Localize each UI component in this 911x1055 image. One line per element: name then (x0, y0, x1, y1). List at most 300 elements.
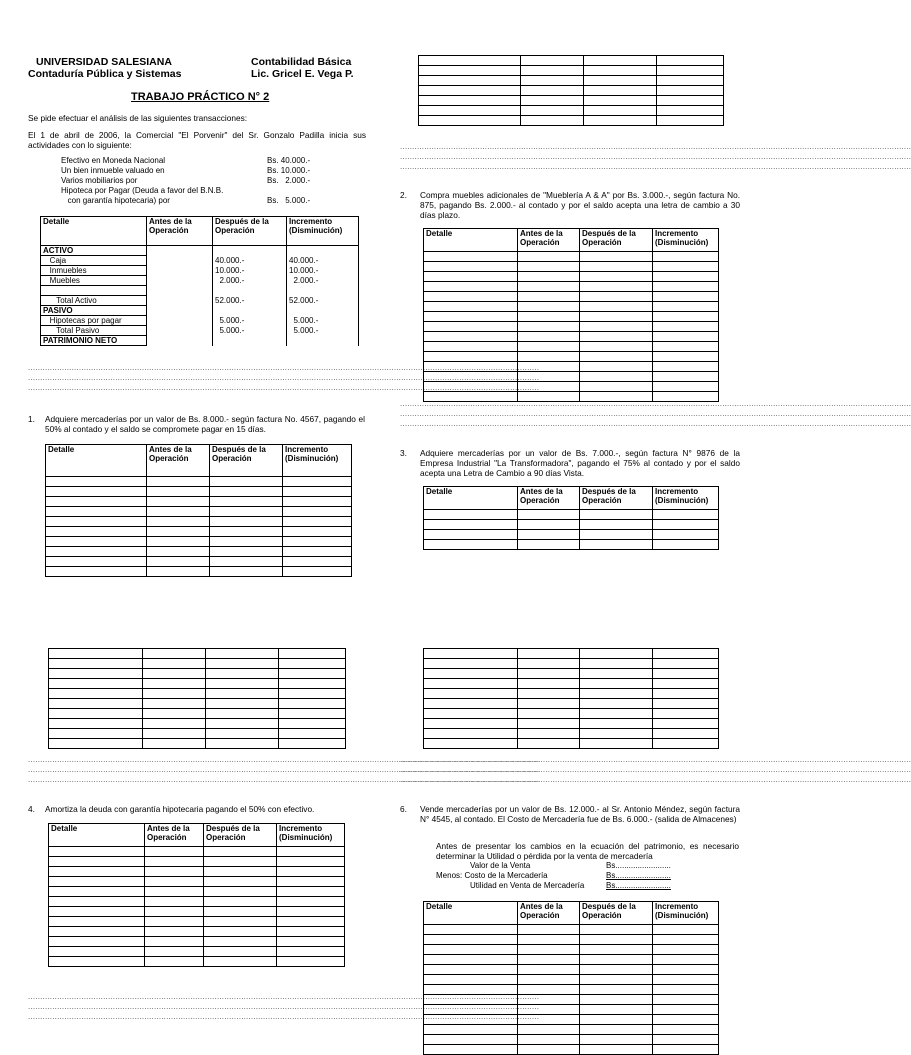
asset-value: Bs. 40.000.- (267, 156, 311, 165)
table-cell (147, 477, 210, 487)
table-cell (424, 302, 518, 312)
page-title: TRABAJO PRÁCTICO N° 2 (131, 91, 270, 103)
dotted-lines-intro (28, 363, 540, 393)
table-cell (580, 985, 653, 995)
table-cell (580, 372, 653, 382)
table-cell (147, 266, 213, 276)
table-cell (213, 306, 287, 316)
table-cell (283, 507, 352, 517)
table-cell (49, 917, 145, 927)
table-row (419, 116, 724, 126)
table-cell (424, 699, 518, 709)
table-cell (145, 897, 204, 907)
table-cell: Hipotecas por pagar (41, 316, 147, 326)
calc-row (436, 861, 736, 871)
column-header: Detalle (424, 902, 518, 925)
dotted-line: ................................................................................................................................................................................................................... (400, 409, 911, 418)
university-name: UNIVERSIDAD SALESIANA (36, 56, 172, 68)
transaction-6-note: Antes de presentar los cambios en la ecuación del patrimonio, es necesario determinar la Utilidad o pérdida por la venta de mercadería (436, 841, 739, 861)
table-row (49, 689, 346, 699)
table-cell (147, 256, 213, 266)
table-cell (580, 679, 653, 689)
table-cell (518, 252, 580, 262)
calc-value: Bs......................... (606, 881, 671, 890)
transaction-4-text: Amortiza la deuda con garantía hipotecaria pagando el 50% con efectivo. (45, 804, 315, 814)
table-cell (143, 649, 206, 659)
column-header: Detalle (49, 824, 145, 847)
table-cell (204, 917, 277, 927)
table-cell: 2.000.- (213, 276, 287, 286)
table-cell (204, 957, 277, 967)
table-cell (580, 945, 653, 955)
table-cell (147, 537, 210, 547)
table-cell (143, 719, 206, 729)
table-row (46, 547, 352, 557)
table-cell (518, 925, 580, 935)
column-header: Detalle (41, 217, 147, 246)
table-cell (206, 679, 279, 689)
table-cell (657, 56, 724, 66)
table-cell (424, 719, 518, 729)
dotted-line: ................................................................................................................................................................................................................... (400, 142, 911, 151)
table-cell (518, 272, 580, 282)
table-cell (518, 1025, 580, 1035)
table-cell (653, 975, 719, 985)
table-cell (49, 719, 143, 729)
table-row (41, 266, 359, 276)
transaction-6-number: 6. (400, 804, 407, 814)
table-row (424, 362, 719, 372)
table-cell (580, 1045, 653, 1055)
table-cell (424, 709, 518, 719)
table-row (419, 66, 724, 76)
course-name: Contabilidad Básica (251, 56, 352, 68)
table-cell (580, 689, 653, 699)
dotted-line: ................................................................................................................................................................................................................... (400, 419, 911, 428)
table-cell (147, 567, 210, 577)
table-row (49, 887, 345, 897)
table-cell (653, 945, 719, 955)
table-cell (584, 96, 657, 106)
table-row (424, 282, 719, 292)
table-cell (46, 537, 147, 547)
table-cell (49, 699, 143, 709)
table-cell (279, 719, 346, 729)
column-header: Antes de la Operación (145, 824, 204, 847)
calc-row (436, 871, 736, 881)
table-cell (653, 925, 719, 935)
table-row (41, 316, 359, 326)
table-cell (580, 925, 653, 935)
table-row (41, 246, 359, 256)
table-cell (147, 517, 210, 527)
transaction-2-table (423, 228, 719, 402)
assets-list (61, 156, 321, 206)
table-cell (518, 510, 580, 520)
table-cell (580, 342, 653, 352)
table-cell (283, 557, 352, 567)
table-header-row (46, 445, 352, 477)
table-cell (580, 352, 653, 362)
table-row (49, 669, 346, 679)
asset-label: Efectivo en Moneda Nacional (61, 156, 166, 165)
table-cell (46, 527, 147, 537)
table-header-row (424, 487, 719, 510)
table-cell (283, 567, 352, 577)
table-cell (653, 729, 719, 739)
table-cell (580, 669, 653, 679)
table-cell (49, 689, 143, 699)
table-cell: 10.000.- (213, 266, 287, 276)
table-cell (210, 497, 283, 507)
table-cell (518, 719, 580, 729)
table-row (49, 729, 346, 739)
table-cell (424, 965, 518, 975)
table-cell (283, 477, 352, 487)
table-cell (518, 975, 580, 985)
table-cell (419, 66, 521, 76)
table-cell (653, 262, 719, 272)
table-cell (279, 689, 346, 699)
table-cell (424, 292, 518, 302)
table-cell (580, 649, 653, 659)
table-row (41, 276, 359, 286)
dotted-line: ................................................................................................................................................................................................................... (400, 755, 911, 764)
table-cell (424, 649, 518, 659)
table-cell: Muebles (41, 276, 147, 286)
table-cell (277, 957, 345, 967)
table-cell (657, 76, 724, 86)
table-cell (424, 272, 518, 282)
table-cell (287, 246, 359, 256)
table-cell (424, 945, 518, 955)
table-row (424, 312, 719, 322)
table-row (424, 679, 719, 689)
table-cell (424, 1015, 518, 1025)
table-cell: PATRIMONIO NETO (41, 336, 147, 346)
table-row (49, 709, 346, 719)
table-cell (283, 487, 352, 497)
table-cell (518, 955, 580, 965)
dotted-lines-2 (400, 399, 911, 429)
table-cell: 10.000.- (287, 266, 359, 276)
table-cell (653, 719, 719, 729)
table-cell (283, 527, 352, 537)
table-cell (518, 689, 580, 699)
table-cell (147, 316, 213, 326)
table-row (424, 975, 719, 985)
table-cell (518, 739, 580, 749)
column-header: Antes de la Operación (147, 217, 213, 246)
table-cell (584, 86, 657, 96)
table-row (41, 286, 359, 296)
table-cell (657, 96, 724, 106)
table-cell (653, 709, 719, 719)
table-cell (521, 66, 584, 76)
table-cell (580, 659, 653, 669)
table-cell (424, 312, 518, 322)
table-row (49, 719, 346, 729)
table-cell (145, 867, 204, 877)
transaction-6-calculation (436, 861, 736, 891)
table-cell (653, 272, 719, 282)
dotted-line: ................................................................................................................................................................................................................... (400, 765, 911, 774)
table-row (424, 1035, 719, 1045)
table-row (424, 1025, 719, 1035)
table-cell (653, 649, 719, 659)
table-cell: 2.000.- (287, 276, 359, 286)
table-cell (204, 867, 277, 877)
table-cell (653, 935, 719, 945)
table-cell (653, 352, 719, 362)
table-cell (143, 709, 206, 719)
table-row (424, 729, 719, 739)
table-cell (279, 679, 346, 689)
dotted-line: ................................................................................................................................................................................................................... (28, 775, 540, 784)
table-cell (653, 302, 719, 312)
asset-value: Bs. 10.000.- (267, 166, 311, 175)
table-row (424, 252, 719, 262)
table-header-row (424, 229, 719, 252)
table-cell (424, 1025, 518, 1035)
table-cell (653, 540, 719, 550)
dotted-lines-1 (28, 755, 540, 785)
table-cell (49, 729, 143, 739)
column-header: Detalle (46, 445, 147, 477)
table-cell (279, 659, 346, 669)
program-name: Contaduría Pública y Sistemas (28, 68, 182, 80)
table-row (424, 262, 719, 272)
table-cell: 52.000.- (287, 296, 359, 306)
calc-label: Menos: Costo de la Mercadería (436, 871, 548, 880)
table-cell (143, 669, 206, 679)
table-cell (419, 116, 521, 126)
table-cell: Caja (41, 256, 147, 266)
table-cell (657, 86, 724, 96)
table-cell (49, 877, 145, 887)
table-cell (419, 106, 521, 116)
table-row (41, 296, 359, 306)
table-cell (424, 729, 518, 739)
table-cell (424, 679, 518, 689)
dotted-line: ................................................................................................................................................................................................................... (28, 755, 540, 764)
table-cell (424, 935, 518, 945)
table-cell (424, 689, 518, 699)
table-cell (419, 56, 521, 66)
table-cell (424, 1035, 518, 1045)
table-cell (580, 729, 653, 739)
table-cell (49, 897, 145, 907)
table-row (424, 272, 719, 282)
table-cell (145, 907, 204, 917)
table-cell (213, 286, 287, 296)
table-cell (204, 857, 277, 867)
table-cell (653, 1015, 719, 1025)
table-cell (424, 372, 518, 382)
column-header: Incremento (Disminución) (287, 217, 359, 246)
table-cell (213, 336, 287, 346)
table-cell (521, 56, 584, 66)
table-cell (143, 699, 206, 709)
table-cell (653, 739, 719, 749)
table-cell (49, 739, 143, 749)
table-cell (143, 659, 206, 669)
transaction-3-number: 3. (400, 448, 407, 458)
table-cell (46, 517, 147, 527)
table-cell (518, 709, 580, 719)
transaction-6-text: Vende mercaderías por un valor de Bs. 12.000.- al Sr. Antonio Méndez, según factura N° 4545, al contado. El Costo de Mercadería fue de Bs. 6.000.- (salida de Almacenes) (420, 804, 740, 824)
table-cell (143, 729, 206, 739)
table-cell (653, 322, 719, 332)
table-row (424, 372, 719, 382)
table-cell (210, 487, 283, 497)
transaction-1-text: Adquiere mercaderías por un valor de Bs. 8.000.- según factura No. 4567, pagando el 50% al contado y el saldo se compromete pagar en 15 días. (45, 414, 365, 434)
table-cell (206, 739, 279, 749)
table-cell (518, 659, 580, 669)
table-cell (653, 292, 719, 302)
table-cell: ACTIVO (41, 246, 147, 256)
column-header: Incremento (Disminución) (653, 229, 719, 252)
table-cell (521, 96, 584, 106)
table-cell (283, 537, 352, 547)
table-cell (424, 925, 518, 935)
column-header: Detalle (424, 229, 518, 252)
column-header: Después de la Operación (210, 445, 283, 477)
table-cell (518, 382, 580, 392)
table-row (424, 302, 719, 312)
table-cell (424, 510, 518, 520)
table-cell (49, 947, 145, 957)
table-cell (424, 659, 518, 669)
asset-label: Hipoteca por Pagar (Deuda a favor del B.N.B. (61, 186, 224, 195)
column-header: Detalle (424, 487, 518, 510)
asset-row (61, 156, 321, 166)
transaction-3-text: Adquiere mercaderías por un valor de Bs. 7.000.-, según factura N° 9876 de la Empresa Industrial "La Transformadora", pagando el 75% al contado y por el saldo acepta una Letra de Cambio a 90 días Vista. (420, 448, 740, 478)
table-cell (580, 510, 653, 520)
table-row (424, 292, 719, 302)
table-row (41, 256, 359, 266)
table-cell (49, 907, 145, 917)
table-cell (580, 362, 653, 372)
asset-label: con garantía hipotecaria) por (61, 196, 170, 205)
table-row (49, 679, 346, 689)
table-row (41, 306, 359, 316)
table-cell (424, 1005, 518, 1015)
table-cell (653, 530, 719, 540)
table-cell: 40.000.- (213, 256, 287, 266)
table-cell (210, 477, 283, 487)
table-row (419, 86, 724, 96)
table-row (419, 106, 724, 116)
table-row (49, 699, 346, 709)
table-row (49, 659, 346, 669)
table-cell (49, 669, 143, 679)
table-cell (277, 927, 345, 937)
table-cell (580, 975, 653, 985)
dotted-line: ................................................................................................................................................................................................................... (28, 383, 540, 392)
dotted-line: ................................................................................................................................................................................................................... (28, 363, 540, 372)
table-cell (518, 540, 580, 550)
table-cell (424, 1045, 518, 1055)
table-cell (653, 679, 719, 689)
table-cell (206, 669, 279, 679)
table-row (424, 985, 719, 995)
column-header: Incremento (Disminución) (653, 487, 719, 510)
continuation-table (418, 55, 724, 126)
column-header: Antes de la Operación (518, 902, 580, 925)
table-row (49, 739, 346, 749)
transaction-3-table (423, 486, 719, 550)
table-cell (580, 322, 653, 332)
calc-row (436, 881, 736, 891)
table-cell (204, 907, 277, 917)
table-row (424, 689, 719, 699)
transaction-4-table (48, 823, 345, 967)
table-row (49, 927, 345, 937)
table-cell (518, 530, 580, 540)
table-cell (521, 116, 584, 126)
table-cell (145, 877, 204, 887)
table-cell (206, 649, 279, 659)
table-cell (653, 510, 719, 520)
table-cell (147, 276, 213, 286)
table-cell (424, 262, 518, 272)
column-header: Después de la Operación (580, 487, 653, 510)
table-cell (46, 567, 147, 577)
table-cell (518, 292, 580, 302)
table-cell (424, 332, 518, 342)
table-cell (584, 66, 657, 76)
table-cell (147, 246, 213, 256)
table-header-row (49, 824, 345, 847)
table-cell (49, 927, 145, 937)
table-cell (521, 86, 584, 96)
table-cell (46, 507, 147, 517)
table-cell (279, 739, 346, 749)
table-cell (279, 649, 346, 659)
transaction-3-extra-table (423, 648, 719, 749)
table-cell (580, 719, 653, 729)
table-cell (518, 699, 580, 709)
table-cell (518, 1035, 580, 1045)
table-cell (424, 739, 518, 749)
table-row (424, 955, 719, 965)
table-cell (653, 1045, 719, 1055)
table-cell (147, 507, 210, 517)
transaction-4-number: 4. (28, 804, 35, 814)
table-cell (580, 262, 653, 272)
table-cell: 40.000.- (287, 256, 359, 266)
asset-label: Varios mobiliarios por (61, 176, 138, 185)
table-cell (653, 332, 719, 342)
table-cell (653, 252, 719, 262)
table-cell (277, 937, 345, 947)
table-cell (210, 537, 283, 547)
table-row (419, 76, 724, 86)
table-cell (653, 382, 719, 392)
table-row (419, 96, 724, 106)
table-cell (424, 985, 518, 995)
table-cell (580, 272, 653, 282)
asset-row (61, 176, 321, 186)
table-cell (143, 689, 206, 699)
table-cell: Total Activo (41, 296, 147, 306)
calc-value: Bs......................... (606, 861, 671, 870)
table-cell (49, 867, 145, 877)
table-row (424, 649, 719, 659)
table-cell (424, 975, 518, 985)
table-row (49, 917, 345, 927)
